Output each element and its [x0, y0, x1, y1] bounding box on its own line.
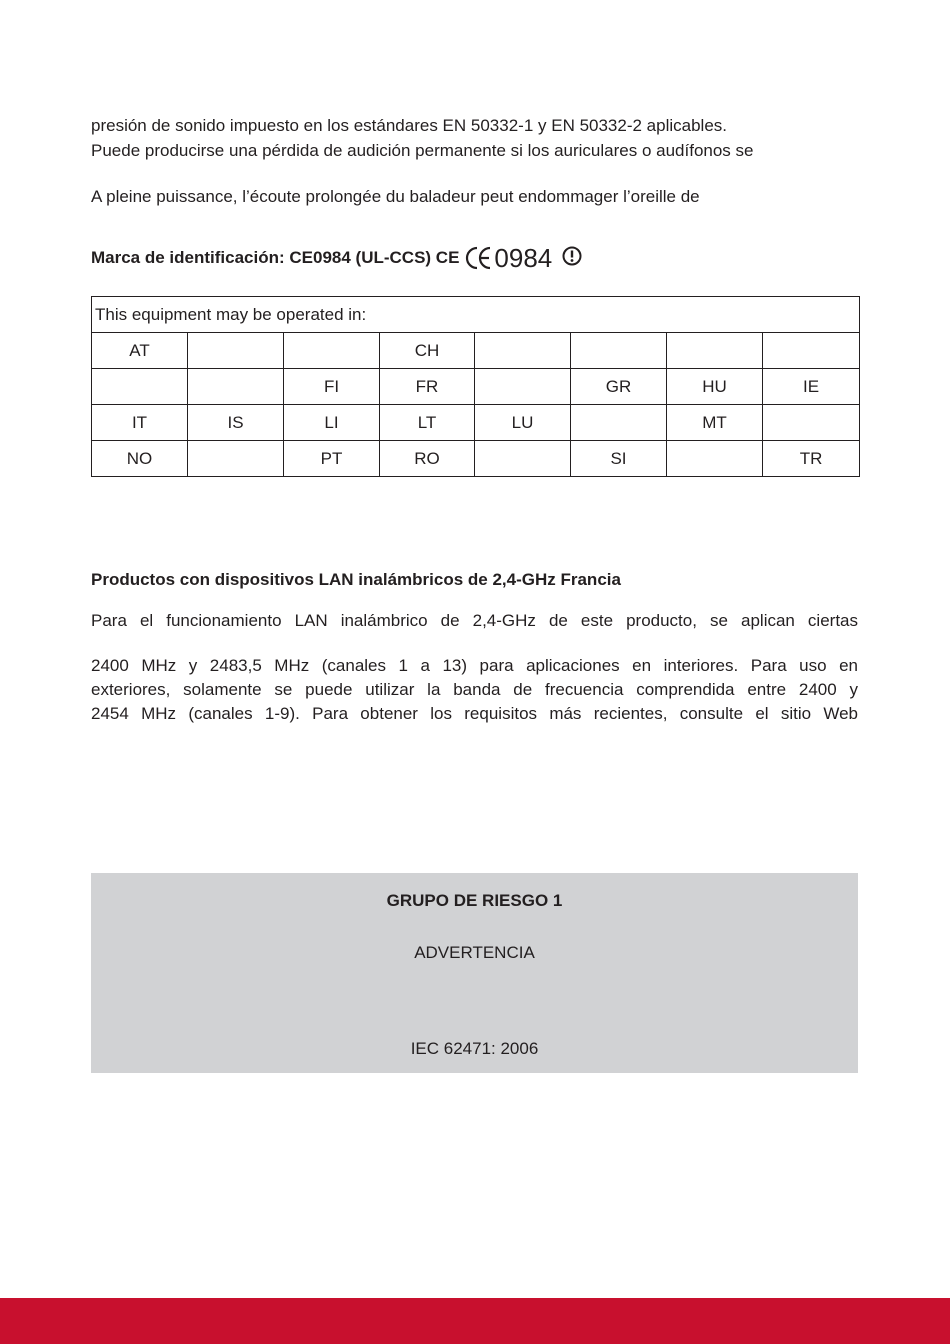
- table-header-row: [92, 297, 860, 333]
- country-cell: IE: [763, 369, 860, 405]
- country-cell: RO: [380, 441, 475, 477]
- risk-group-box: [91, 873, 858, 1073]
- countries-table: [91, 296, 860, 477]
- paragraph-line: 2454 MHz (canales 1-9). Para obtener los requisitos más recientes, consulte el sitio Web: [91, 704, 858, 723]
- country-cell: [571, 405, 667, 441]
- paragraph-line: Para el funcionamiento LAN inalámbrico de 2,4-GHz de este producto, se aplican ciertas: [91, 611, 858, 630]
- table-row: [92, 441, 860, 477]
- country-cell: FI: [284, 369, 380, 405]
- paragraph-line: presión de sonido impuesto en los estándares EN 50332-1 y EN 50332-2 aplicables.: [91, 116, 728, 135]
- ce-number: 0984: [494, 242, 553, 273]
- country-cell: [475, 369, 571, 405]
- ce-mark-icon: [465, 243, 552, 274]
- country-cell: LT: [380, 405, 475, 441]
- footer-bar: [0, 1298, 950, 1344]
- country-cell: LI: [284, 405, 380, 441]
- country-cell: IS: [188, 405, 284, 441]
- country-cell: [188, 441, 284, 477]
- country-cell: [475, 441, 571, 477]
- table-row: [92, 405, 860, 441]
- paragraph-line: Puede producirse una pérdida de audición permanente si los auriculares o audífonos se: [91, 141, 754, 160]
- country-cell: SI: [571, 441, 667, 477]
- country-cell: [763, 405, 860, 441]
- country-cell: [667, 441, 763, 477]
- country-cell: FR: [380, 369, 475, 405]
- country-cell: TR: [763, 441, 860, 477]
- paragraph-line: 2400 MHz y 2483,5 MHz (canales 1 a 13) para aplicaciones en interiores. Para uso en: [91, 656, 858, 675]
- country-cell: [475, 333, 571, 369]
- country-cell: GR: [571, 369, 667, 405]
- country-cell: [763, 333, 860, 369]
- table-header: This equipment may be operated in:: [92, 297, 860, 333]
- country-cell: CH: [380, 333, 475, 369]
- paragraph-line: exteriores, solamente se puede utilizar la banda de frecuencia comprendida entre 2400 y: [91, 680, 858, 699]
- country-cell: LU: [475, 405, 571, 441]
- section-heading: Productos con dispositivos LAN inalámbricos de 2,4-GHz Francia: [91, 570, 621, 589]
- country-cell: MT: [667, 405, 763, 441]
- country-cell: [667, 333, 763, 369]
- country-cell: HU: [667, 369, 763, 405]
- warning-label: ADVERTENCIA: [414, 943, 535, 962]
- french-paragraph: A pleine puissance, l’écoute prolongée du baladeur peut endommager l’oreille de: [91, 187, 700, 206]
- country-cell: IT: [92, 405, 188, 441]
- country-cell: AT: [92, 333, 188, 369]
- ce-marking: [91, 244, 582, 272]
- ce-marking-label: Marca de identificación: CE0984 (UL-CCS) CE: [91, 248, 460, 267]
- risk-group-title: GRUPO DE RIESGO 1: [386, 891, 563, 910]
- country-cell: [92, 369, 188, 405]
- table-row: [92, 369, 860, 405]
- country-cell: [284, 333, 380, 369]
- country-cell: PT: [284, 441, 380, 477]
- standard-label: IEC 62471: 2006: [410, 1039, 539, 1058]
- country-cell: [571, 333, 667, 369]
- table-row: [92, 333, 860, 369]
- country-cell: NO: [92, 441, 188, 477]
- country-cell: [188, 369, 284, 405]
- country-cell: [188, 333, 284, 369]
- alert-circle-icon: [562, 246, 582, 271]
